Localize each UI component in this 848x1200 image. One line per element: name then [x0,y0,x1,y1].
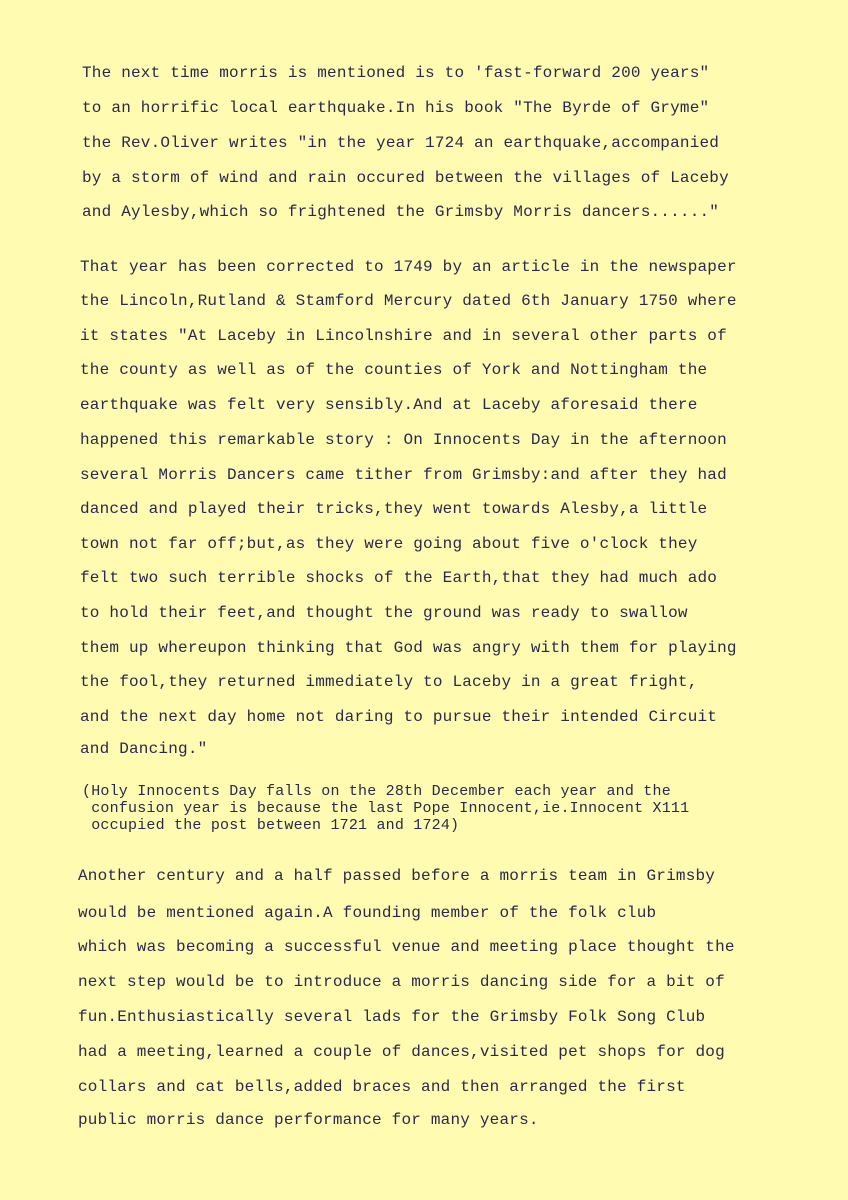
text-line: next step would be to introduce a morris dancing side for a bit of [78,973,725,991]
note-line: occupied the post between 1721 and 1724) [82,817,460,834]
text-line: and Dancing." [80,740,208,758]
text-line: would be mentioned again.A founding member of the folk club [78,904,657,922]
text-line: fun.Enthusiastically several lads for the Grimsby Folk Song Club [78,1008,706,1026]
text-line: the county as well as of the counties of York and Nottingham the [80,361,708,379]
text-line: felt two such terrible shocks of the Earth,that they had much ado [80,569,718,587]
text-line: town not far off;but,as they were going about five o'clock they [80,535,698,553]
text-line: public morris dance performance for many years. [78,1111,539,1129]
text-line: it states "At Laceby in Lincolnshire and in several other parts of [80,327,727,345]
text-line: which was becoming a successful venue and meeting place thought the [78,938,735,956]
text-line: The next time morris is mentioned is to 'fast-forward 200 years" [82,64,710,82]
text-line: to hold their feet,and thought the ground was ready to swallow [80,604,688,622]
text-line: happened this remarkable story : On Innocents Day in the afternoon [80,431,727,449]
text-line: several Morris Dancers came tither from Grimsby:and after they had [80,466,727,484]
text-line: and Aylesby,which so frightened the Grimsby Morris dancers......" [82,203,720,221]
text-line: them up whereupon thinking that God was angry with them for playing [80,639,737,657]
text-line: Another century and a half passed before a morris team in Grimsby [78,867,716,885]
note-line: (Holy Innocents Day falls on the 28th December each year and the [82,783,671,800]
text-line: the fool,they returned immediately to Laceby in a great fright, [80,673,698,691]
text-line: the Lincoln,Rutland & Stamford Mercury dated 6th January 1750 where [80,292,737,310]
text-line: to an horrific local earthquake.In his book "The Byrde of Gryme" [82,99,710,117]
note-line: confusion year is because the last Pope Innocent,ie.Innocent X111 [82,800,690,817]
text-line: danced and played their tricks,they went towards Alesby,a little [80,500,708,518]
text-line: earthquake was felt very sensibly.And at Laceby aforesaid there [80,396,698,414]
text-line: collars and cat bells,added braces and then arranged the first [78,1078,686,1096]
text-line: and the next day home not daring to pursue their intended Circuit [80,708,718,726]
text-line: the Rev.Oliver writes "in the year 1724 an earthquake,accompanied [82,134,720,152]
text-line: That year has been corrected to 1749 by an article in the newspaper [80,258,737,276]
text-line: had a meeting,learned a couple of dances,visited pet shops for dog [78,1043,725,1061]
text-line: by a storm of wind and rain occured between the villages of Laceby [82,169,729,187]
